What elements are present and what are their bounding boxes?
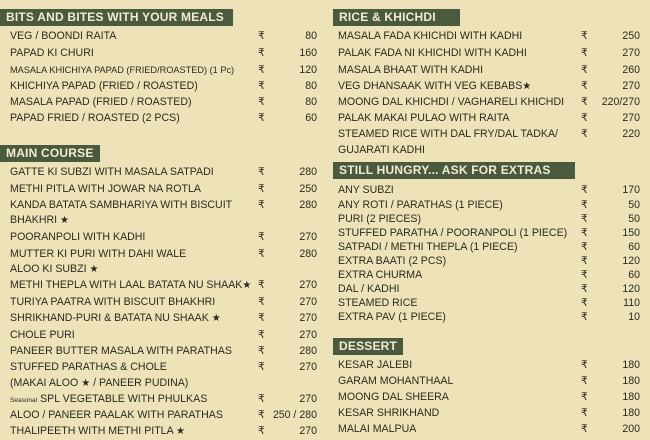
rupee-icon: ₹ <box>581 255 588 267</box>
item-name: SATPADI / METHI THEPLA (1 PIECE) <box>338 241 518 253</box>
rupee-icon: ₹ <box>258 329 265 341</box>
star-icon: ★ <box>89 264 99 275</box>
menu-item <box>0 327 325 343</box>
menu-item <box>0 407 325 423</box>
item-name: GUJARATI KADHI <box>338 144 425 156</box>
item-name: STEAMED RICE <box>338 297 418 309</box>
menu-item <box>0 246 325 262</box>
item-price: 80 <box>305 96 317 108</box>
item-price: 80 <box>305 30 317 42</box>
rupee-icon: ₹ <box>258 425 265 437</box>
item-name: METHI PITLA WITH JOWAR NA ROTLA <box>10 183 201 195</box>
item-name: CHOLE PURI <box>10 329 75 341</box>
item-name: KESAR SHRIKHAND <box>338 407 440 419</box>
rupee-icon: ₹ <box>258 312 265 324</box>
menu-item <box>0 310 325 326</box>
menu-item <box>0 110 325 126</box>
item-price: 270 <box>299 329 317 341</box>
rupee-icon: ₹ <box>581 96 588 108</box>
item-price: 270 <box>299 361 317 373</box>
item-price: 250 / 280 <box>272 409 317 421</box>
item-name: STUFFED PARATHA / POORANPOLI (1 PIECE) <box>338 227 568 239</box>
item-price: 10 <box>628 311 640 323</box>
item-name: PURI (2 PIECES) <box>338 213 422 225</box>
item-name: ANY ROTI / PARATHAS (1 PIECE) <box>338 199 503 211</box>
item-price: 200 <box>622 423 640 435</box>
item-name: VEG DHANSAAK WITH VEG KEBABS★ <box>338 80 532 92</box>
rupee-icon: ₹ <box>581 30 588 42</box>
star-icon: ★ <box>176 426 185 437</box>
item-price: 270 <box>299 231 317 243</box>
item-name: PAPAD KI CHURI <box>10 47 94 59</box>
menu-item <box>333 405 650 421</box>
rupee-icon: ₹ <box>258 166 265 178</box>
item-name: (MAKAI ALOO ★ / PANEER PUDINA) <box>10 377 189 389</box>
rupee-icon: ₹ <box>258 279 265 291</box>
item-name: PANEER BUTTER MASALA WITH PARATHAS <box>10 345 232 357</box>
menu-item <box>333 421 650 437</box>
item-price: 270 <box>299 312 317 324</box>
item-name: PAPAD FRIED / ROASTED (2 PCS) <box>10 112 180 124</box>
item-name: EXTRA BAATI (2 PCS) <box>338 255 447 267</box>
section-title: MAIN COURSE <box>0 145 100 162</box>
item-price: 170 <box>622 184 640 196</box>
item-price: 250 <box>622 30 640 42</box>
item-price: 50 <box>628 213 640 225</box>
rupee-icon: ₹ <box>581 269 588 281</box>
item-name: DAL / KADHI <box>338 283 400 295</box>
menu-item <box>0 62 325 78</box>
menu-item-continued <box>0 261 325 277</box>
section-title: STILL HUNGRY... ASK FOR EXTRAS <box>333 162 575 179</box>
star-icon: ★ <box>211 313 221 324</box>
menu-item <box>333 78 650 94</box>
item-price: 60 <box>628 241 640 253</box>
menu-item <box>0 343 325 359</box>
item-price: 220/270 <box>601 96 640 108</box>
menu-item <box>0 181 325 197</box>
section-title: BITS AND BITES WITH YOUR MEALS <box>0 9 233 26</box>
item-name: KANDA BATATA SAMBHARIYA WITH BISCUIT <box>10 199 233 211</box>
rupee-icon: ₹ <box>258 248 265 260</box>
menu-item <box>333 28 650 44</box>
menu-item <box>333 94 650 110</box>
menu-item <box>333 45 650 61</box>
item-name: GATTE KI SUBZI WITH MASALA SATPADI <box>10 166 214 178</box>
item-name: Seasonal SPL VEGETABLE WITH PHULKAS <box>10 393 208 405</box>
item-name: PALAK FADA NI KHICHDI WITH KADHI <box>338 47 527 59</box>
item-name: GARAM MOHANTHAAL <box>338 375 454 387</box>
rupee-icon: ₹ <box>581 241 588 253</box>
rupee-icon: ₹ <box>581 311 588 323</box>
item-price: 280 <box>299 199 317 211</box>
item-name: THALIPEETH WITH METHI PITLA ★ <box>10 425 185 437</box>
menu-item <box>0 229 325 245</box>
rupee-icon: ₹ <box>581 199 588 211</box>
menu-item <box>0 391 325 407</box>
item-price: 270 <box>299 279 317 291</box>
rupee-icon: ₹ <box>581 128 588 140</box>
rupee-icon: ₹ <box>258 112 265 124</box>
item-name: ANY SUBZI <box>338 184 394 196</box>
item-name: METHI THEPLA WITH LAAL BATATA NU SHAAK★ <box>10 279 252 291</box>
item-price: 150 <box>622 227 640 239</box>
star-icon: ★ <box>522 81 532 92</box>
menu-item <box>333 110 650 126</box>
item-price: 260 <box>622 64 640 76</box>
item-price: 220 <box>622 128 640 140</box>
rupee-icon: ₹ <box>258 47 265 59</box>
section-title: DESSERT <box>333 338 403 355</box>
item-name: MASALA PAPAD (FRIED / ROASTED) <box>10 96 192 108</box>
rupee-icon: ₹ <box>581 47 588 59</box>
rupee-icon: ₹ <box>581 375 588 387</box>
rupee-icon: ₹ <box>258 183 265 195</box>
item-name: VEG / BOONDI RAITA <box>10 30 117 42</box>
rupee-icon: ₹ <box>581 423 588 435</box>
item-price: 60 <box>628 269 640 281</box>
item-price: 270 <box>622 80 640 92</box>
rupee-icon: ₹ <box>581 283 588 295</box>
star-icon: ★ <box>81 378 91 389</box>
item-name: ALOO KI SUBZI ★ <box>10 263 99 275</box>
rupee-icon: ₹ <box>581 391 588 403</box>
menu-item <box>0 94 325 110</box>
item-price: 250 <box>299 183 317 195</box>
item-price: 280 <box>299 345 317 357</box>
item-price: 120 <box>299 64 317 76</box>
item-price: 180 <box>622 359 640 371</box>
menu-item <box>333 62 650 78</box>
item-price: 120 <box>622 283 640 295</box>
item-name: MUTTER KI PURI WITH DAHI WALE <box>10 248 187 260</box>
item-price: 110 <box>623 297 640 309</box>
star-icon: ★ <box>60 215 70 226</box>
rupee-icon: ₹ <box>581 80 588 92</box>
menu-item-continued <box>0 212 325 228</box>
item-price: 280 <box>299 166 317 178</box>
item-price: 270 <box>299 425 317 437</box>
item-price: 180 <box>622 375 640 387</box>
item-price: 180 <box>622 391 640 403</box>
item-name: TURIYA PAATRA WITH BISCUIT BHAKHRI <box>10 296 216 308</box>
rupee-icon: ₹ <box>581 184 588 196</box>
item-name: EXTRA CHURMA <box>338 269 423 281</box>
item-name: MOONG DAL KHICHDI / VAGHARELI KHICHDI <box>338 96 565 108</box>
rupee-icon: ₹ <box>258 409 265 421</box>
rupee-icon: ₹ <box>258 393 265 405</box>
menu-item <box>0 277 325 293</box>
star-icon: ★ <box>242 280 252 291</box>
menu-item <box>333 126 650 142</box>
item-name: STEAMED RICE WITH DAL FRY/DAL TADKA/ <box>338 128 558 140</box>
item-price: 270 <box>622 112 640 124</box>
item-name: MASALA FADA KHICHDI WITH KADHI <box>338 30 523 42</box>
item-name: ALOO / PANEER PAALAK WITH PARATHAS <box>10 409 223 421</box>
rupee-icon: ₹ <box>581 64 588 76</box>
menu-item <box>333 357 650 373</box>
item-name: MALAI MALPUA <box>338 423 417 435</box>
rupee-icon: ₹ <box>258 199 265 211</box>
menu-item <box>333 373 650 389</box>
rupee-icon: ₹ <box>581 213 588 225</box>
menu-item <box>333 389 650 405</box>
menu-item <box>0 45 325 61</box>
rupee-icon: ₹ <box>581 407 588 419</box>
item-name: EXTRA PAV (1 PIECE) <box>338 311 446 323</box>
item-name: POORANPOLI WITH KADHI <box>10 231 146 243</box>
item-name: MOONG DAL SHEERA <box>338 391 449 403</box>
rupee-icon: ₹ <box>258 96 265 108</box>
rupee-icon: ₹ <box>258 80 265 92</box>
menu-item-continued <box>333 142 650 158</box>
seasonal-label: Seasonal <box>10 397 38 404</box>
rupee-icon: ₹ <box>258 231 265 243</box>
item-price: 50 <box>628 199 640 211</box>
rupee-icon: ₹ <box>581 359 588 371</box>
item-price: 80 <box>305 80 317 92</box>
menu-item <box>0 423 325 439</box>
item-price: 120 <box>622 255 640 267</box>
item-price: 60 <box>305 112 317 124</box>
item-name: KHICHIYA PAPAD (FRIED / ROASTED) <box>10 80 198 92</box>
menu-item <box>0 294 325 310</box>
rupee-icon: ₹ <box>581 112 588 124</box>
item-name: MASALA KHICHIYA PAPAD (FRIED/ROASTED) (1 Pc) <box>10 65 235 75</box>
item-price: 280 <box>299 248 317 260</box>
item-price: 270 <box>299 393 317 405</box>
item-name: STUFFED PARATHAS & CHOLE <box>10 361 167 373</box>
item-name: MASALA BHAAT WITH KADHI <box>338 64 484 76</box>
menu-item <box>0 28 325 44</box>
rupee-icon: ₹ <box>258 64 265 76</box>
item-name: KESAR JALEBI <box>338 359 413 371</box>
item-name: BHAKHRI ★ <box>10 214 70 226</box>
menu-item-continued <box>0 375 325 391</box>
item-price: 270 <box>299 296 317 308</box>
item-price: 180 <box>622 407 640 419</box>
menu-item <box>0 197 325 213</box>
rupee-icon: ₹ <box>258 30 265 42</box>
menu-item <box>0 164 325 180</box>
menu-item <box>0 78 325 94</box>
rupee-icon: ₹ <box>258 345 265 357</box>
rupee-icon: ₹ <box>258 296 265 308</box>
rupee-icon: ₹ <box>581 227 588 239</box>
section-title: RICE & KHICHDI <box>333 9 460 26</box>
menu-item <box>333 182 650 198</box>
item-price: 160 <box>299 47 317 59</box>
item-name: PALAK MAKAI PULAO WITH RAITA <box>338 112 510 124</box>
rupee-icon: ₹ <box>258 361 265 373</box>
rupee-icon: ₹ <box>581 297 588 309</box>
item-price: 270 <box>622 47 640 59</box>
item-name: SHRIKHAND-PURI & BATATA NU SHAAK ★ <box>10 312 221 324</box>
menu-item <box>0 359 325 375</box>
menu-item <box>333 309 650 325</box>
